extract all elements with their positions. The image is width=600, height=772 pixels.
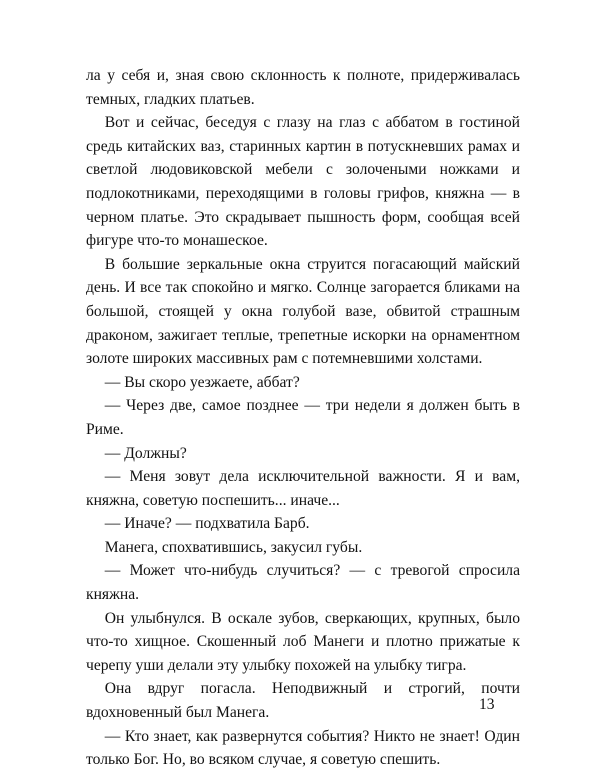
dialogue-line: — Вы скоро уезжаете, аббат? — [104, 373, 300, 391]
dialogue-line: — Иначе? — подхватила Барб. — [104, 515, 310, 533]
paragraph: ла у себя и, зная свою склонность к полноте, придерживалась темных, гладких платьев. — [86, 67, 520, 108]
paragraph: В большие зеркальные окна струится погасающий майский день. И все так спокойно и мягко. Солнце загорается бликами на большой, стоящей у окна голубой вазе, обвитой страшным драконом, зажигает теплые, трепетные искорки на орнаментном золоте широких массивных рам с потемневшими холстами. — [86, 255, 520, 368]
dialogue-line: — Кто знает, как развернутся события? Никто не знает! Один только Бог. Но, во всяком случае, я советую спешить. — [86, 727, 520, 769]
paragraph: Он улыбнулся. В оскале зубов, сверкающих, крупных, было что-то хищное. Скошенный лоб Манеги и плотно прижатые к черепу уши делали эту улыбку похожей на улыбку тигра. — [86, 609, 520, 674]
dialogue-line: — Через две, самое позднее — три недели я должен быть в Риме. — [86, 397, 520, 438]
dialogue-line: — Может что-нибудь случиться? — с тревогой спросила княжна. — [86, 562, 520, 604]
body-text — [86, 64, 520, 772]
paragraph: Манега, спохватившись, закусил губы. — [104, 538, 363, 556]
paragraph: Она вдруг погасла. Неподвижный и строгий, почти вдохновенный был Манега. — [86, 680, 520, 722]
page-number: 13 — [479, 696, 495, 713]
paragraph: Вот и сейчас, беседуя с глазу на глаз с аббатом в гостиной средь китайских ваз, старинных картин в потускневших рамах и светлой людовиковской мебели с золочеными ножками и подлокотниками, переходящими в головы грифов, княжна — в черном платье. Это скрадывает пышность форм, сообщая всей фигуре что-то монашеское. — [86, 114, 520, 250]
dialogue-line: — Должны? — [104, 444, 187, 462]
dialogue-line: — Меня зовут дела исключительной важности. Я и вам, княжна, советую поспешить... иначе... — [86, 468, 520, 509]
